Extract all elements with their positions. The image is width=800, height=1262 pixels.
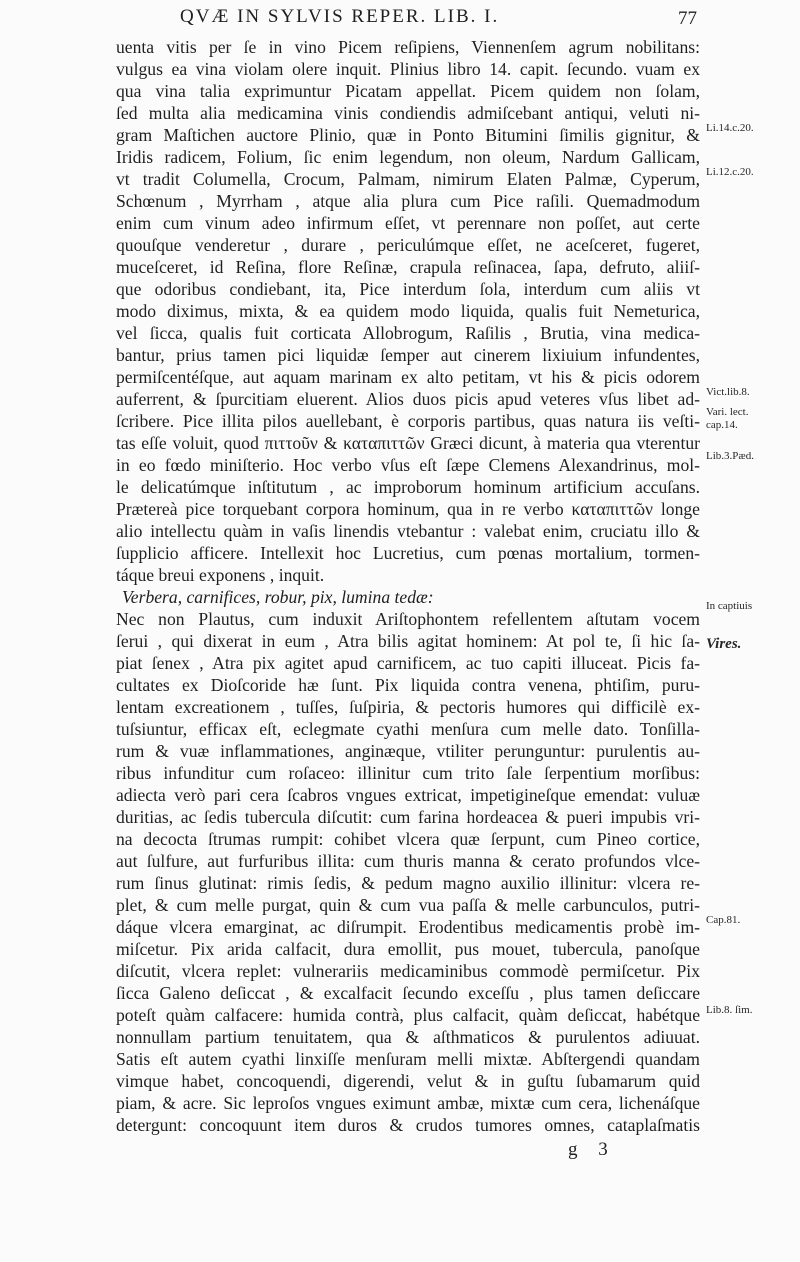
text-line: Prætereà pice torquebant corpora hominum, qua in re verbo καταπιττῶν longe: [116, 499, 700, 519]
text-line: Iridis radicem, Folium, ſic enim legendum, non oleum, Nardum Gallicam,: [116, 147, 700, 167]
page-number: 77: [678, 8, 697, 29]
text-line: táque breui exponens , inquit.: [116, 565, 325, 585]
text-line: tas eſſe voluit, quod πιττοῦν & καταπιττῶν Græci dicunt, à materia qua vterentur: [116, 433, 700, 453]
page-header: [0, 6, 800, 32]
text-line: plet, & cum melle purgat, quin & cum vua paſſa & melle carbunculos, putri-: [116, 895, 700, 915]
text-line: alio intellectu quàm in vaſis linendis vtebantur : valebat enim, cruciatu illo &: [116, 521, 700, 541]
text-line: miſcetur. Pix arida calfacit, dura emollit, pus mouet, tubercula, panoſque: [116, 939, 700, 959]
text-line: in eo fœdo miniſterio. Hoc verbo vſus eſt ſæpe Clemens Alexandrinus, mol-: [116, 455, 700, 475]
text-line: ſicca Galeno deſiccat , & excalfacit ſecundo exceſſu , plus tamen deſiccare: [116, 983, 700, 1003]
margin-note: Li.12.c.20.: [706, 166, 754, 178]
text-line: dáque vlcera emarginat, ac diſrumpit. Erodentibus medicamentis probè im-: [116, 917, 700, 937]
text-line: aut ſulfure, aut furfuribus illita: cum thuris manna & cerato profundos vlce-: [116, 851, 700, 871]
margin-note: Li.14.c.20.: [706, 122, 754, 134]
text-line: lentam excreationem , tuſſes, ſuſpiria, & pectoris humores qui difficilè ex-: [116, 697, 700, 717]
text-line: nonnullam partium tenuitatem, qua & aſthmaticos & purulentos adiuuat.: [116, 1027, 700, 1047]
text-line: uenta vitis per ſe in vino Picem reſipiens, Viennenſem agrum nobilitans:: [116, 37, 700, 57]
text-line: vulgus ea vina violam olere inquit. Plinius libro 14. capit. ſecundo. vuam ex: [116, 59, 700, 79]
text-line: piam, & acre. Sic leproſos vngues eximunt ambæ, mixtæ cum cera, lichenáſque: [116, 1093, 700, 1113]
text-line: tuſsiuntur, efficax eſt, eclegmate cyathi menſura cum melle dato. Tonſilla-: [116, 719, 700, 739]
text-line: qua vina talia exprimuntur Picatam appellat. Picem quidem non ſolam,: [116, 81, 700, 101]
text-line: detergunt: concoquunt item duros & crudos tumores omnes, cataplaſmatis: [116, 1115, 700, 1135]
text-line: que odoribus condiebant, ita, Pice interdum ſola, interdum cum aliis vt: [116, 279, 700, 299]
margin-note: Vires.: [706, 636, 742, 652]
text-line: auferrent, & ſpurcitiam eluerent. Alios duos picis apud veteres vſus libet ad-: [116, 389, 700, 409]
text-line: Schœnum , Myrrham , atque alia plura cum Pice raſili. Quemadmodum: [116, 191, 700, 211]
text-line: muceſceret, id Reſina, flore Reſinæ, crapula reſinacea, ſapa, defruto, aliiſ-: [116, 257, 700, 277]
text-line: rum & vuæ inflammationes, anginæque, vtiliter perunguntur: purulentis au-: [116, 741, 700, 761]
text-line: modo diximus, mixta, & ea quidem modo liquida, qualis fuit Nemeturica,: [116, 301, 700, 321]
text-line: quouſque venderetur , durare , periculúmque eſſet, ne aceſceret, fugeret,: [116, 235, 700, 255]
text-line: permiſcentéſque, aut aquam marinam ex alto petitam, vt his & picis odorem: [116, 367, 700, 387]
text-line: cultates ex Dioſcoride hæ ſunt. Pix liquida contra venena, phtiſim, puru-: [116, 675, 700, 695]
text-line: Satis eſt autem cyathi linxiſſe menſuram melli mixtæ. Abſtergendi quandam: [116, 1049, 700, 1069]
text-line: piat ſenex , Atra pix agitet apud carnificem, ac tuo capiti illuceat. Picis fa-: [116, 653, 700, 673]
margin-note: Lib.8. ſim.: [706, 1004, 753, 1016]
text-line: vt tradit Columella, Crocum, Palmam, nimirum Elaten Palmæ, Cyperum,: [116, 169, 700, 189]
text-line: vimque habet, concoquendi, digerendi, velut & in guſtu ſubamarum quid: [116, 1071, 700, 1091]
margin-note: Vict.lib.8.: [706, 386, 750, 398]
body-text: [116, 36, 700, 1136]
margin-note: Vari. lect. cap.14.: [706, 406, 749, 431]
text-line: poteſt quàm calfacere: humida contrà, plus calfacit, quàm deſiccat, habétque: [116, 1005, 700, 1025]
text-line: ſed multa alia medicamina vinis condiendis admiſcebant antiqui, veluti ni-: [116, 103, 700, 123]
text-line: ribus infunditur cum roſaceo: illinitur cum trito ſale ſerpentium morſibus:: [116, 763, 700, 783]
text-line: diſcutit, vlcera replet: vulnerariis medicaminibus commodè permiſcetur. Pix: [116, 961, 700, 981]
margin-note: Lib.3.Pæd.: [706, 450, 754, 462]
text-line: bantur, prius tamen pici liquidæ ſemper aut cinerem lixiuium infundentes,: [116, 345, 700, 365]
text-line: ſupplicio afficere. Intellexit hoc Lucretius, cum pœnas mortalium, tormen-: [116, 543, 700, 563]
text-line: ſerui , qui dixerat in eum , Atra bilis agitat hominem: At pol te, ſi hic ſa-: [116, 631, 700, 651]
margin-note: In captiuis: [706, 600, 753, 612]
text-line: rum ſinus glutinat: rimis ſedis, & pedum magno auxilio illinitur: vlcera re-: [116, 873, 700, 893]
margin-note: Cap.81.: [706, 914, 741, 926]
text-line: enim cum vinum adeo infirmum eſſet, vt perennare non poſſet, aut certe: [116, 213, 700, 233]
text-line: na decocta ſtrumas rumpit: cohibet vlcera quæ ſerpunt, cum Pineo cortice,: [116, 829, 700, 849]
text-line: gram Maſtichen auctore Plinio, quæ in Ponto Bitumini ſimilis gignitur, &: [116, 125, 700, 145]
signature-mark: g 3: [568, 1139, 616, 1160]
text-line: ſcribere. Pice illita pilos auellebant, è corporis partibus, quas natura iis veſti-: [116, 411, 700, 431]
text-line: adiecta verò pari cera ſcabros vngues extricat, impetigineſque emendat: vuluæ: [116, 785, 700, 805]
text-line: vel ſicca, qualis fuit corticata Allobrogum, Raſilis , Brutia, vina medica-: [116, 323, 700, 343]
text-line: le delicatúmque inſtitutum , ac improborum hominum artificium accuſans.: [116, 477, 700, 497]
running-head: QVÆ IN SYLVIS REPER. LIB. I.: [180, 6, 500, 27]
text-line: duritias, ac ſedis tubercula diſcutit: cum farina hordeacea & pueri impubis vri-: [116, 807, 700, 827]
verse-quotation: Verbera, carnifices, robur, pix, lumina tedæ:: [122, 587, 434, 607]
text-line: Nec non Plautus, cum induxit Ariſtophontem refellentem aſtutam vocem: [116, 609, 700, 629]
